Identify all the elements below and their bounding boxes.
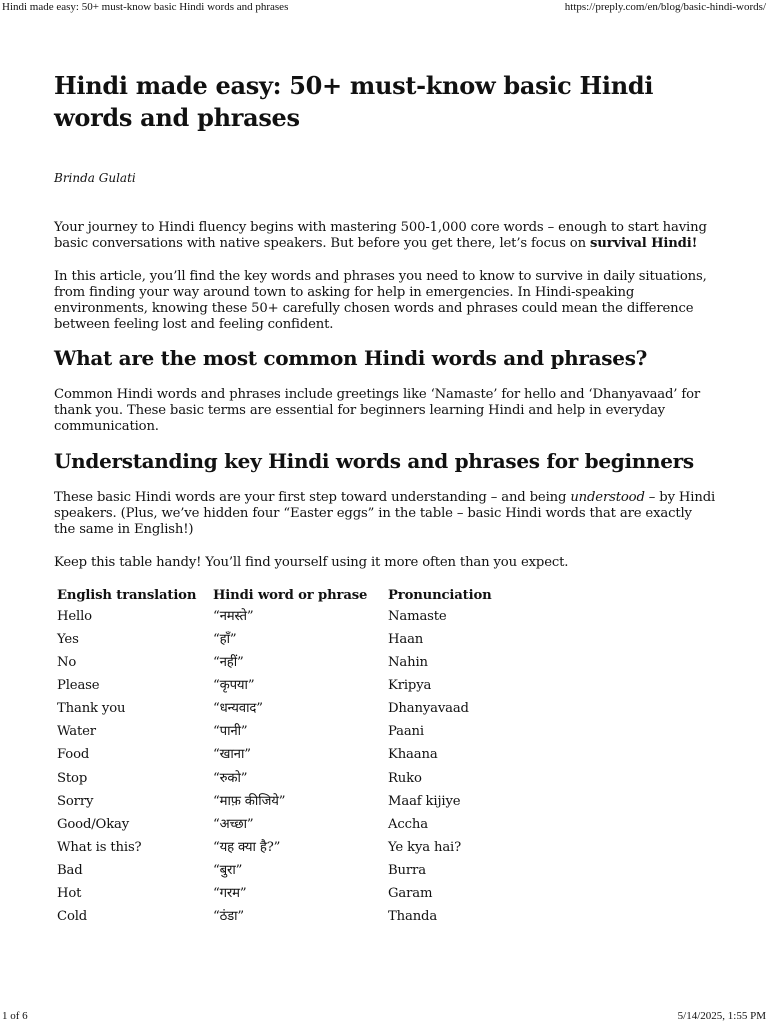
pronunciation-cell: Garam [388, 885, 433, 901]
column-header-english: English translation [57, 587, 197, 603]
english-cell: Thank you [57, 701, 126, 717]
hindi-cell: “नमस्ते” [213, 608, 254, 624]
understood-emphasis: understood [570, 489, 645, 505]
pronunciation-cell: Thanda [388, 909, 438, 925]
table-row [57, 836, 588, 859]
intro-text: Your journey to Hindi fluency begins with mastering 500-1,000 core words – enough to start having basic conversations with native speakers. But before you get there, let’s focus on [54, 220, 707, 252]
english-cell: Bad [57, 862, 83, 878]
table-row [57, 790, 588, 813]
english-cell: What is this? [57, 839, 142, 855]
column-header-pronunciation: Pronunciation [388, 587, 492, 603]
pronunciation-cell: Namaste [388, 608, 447, 624]
print-timestamp: 5/14/2025, 1:55 PM [677, 1010, 766, 1022]
pronunciation-cell: Burra [388, 862, 426, 878]
table-row [57, 697, 588, 720]
table-row [57, 743, 588, 766]
vocabulary-table [57, 587, 588, 928]
english-cell: Yes [57, 631, 79, 647]
table-row [57, 859, 588, 882]
section-common-words-paragraph: Common Hindi words and phrases include greetings like ‘Namaste’ for hello and ‘Dhanyavaad’ for thank you. These basic terms are essential for beginners learning Hindi and help in everyday communication. [54, 386, 701, 435]
hindi-cell: “गरम” [213, 885, 247, 901]
hindi-cell: “ठंडा” [213, 909, 245, 925]
english-cell: No [57, 655, 77, 671]
english-cell: Please [57, 678, 100, 694]
english-cell: Water [57, 724, 96, 740]
intro-paragraph-2: In this article, you’ll find the key words and phrases you need to know to survive in daily situations, from finding your way around town to asking for help in emergencies. In Hindi-speaking environments, knowing these 50+ carefully chosen words and phrases could mean the difference between feeling lost and feeling confident. [54, 268, 707, 333]
hindi-cell: “रुको” [213, 770, 248, 786]
table-header-row [57, 587, 588, 605]
hindi-cell: “हाँ” [213, 631, 237, 647]
author-name[interactable]: Brinda Gulati [54, 171, 136, 185]
table-row [57, 674, 588, 697]
pronunciation-cell: Haan [388, 631, 424, 647]
pronunciation-cell: Ruko [388, 770, 422, 786]
section-key-words-paragraph-1 [54, 490, 716, 539]
article-title: Hindi made easy: 50+ must-know basic Hindi words and phrases [54, 71, 654, 132]
hindi-cell: “पानी” [213, 724, 248, 740]
article [54, 70, 716, 928]
print-header [2, 0, 766, 14]
table-row [57, 813, 588, 836]
pronunciation-cell: Dhanyavaad [388, 701, 469, 717]
table-row [57, 605, 588, 628]
intro-paragraph-1 [54, 220, 716, 253]
table-row [57, 720, 588, 743]
pronunciation-cell: Nahin [388, 655, 428, 671]
survival-hindi-emphasis: survival Hindi! [589, 236, 698, 252]
english-cell: Good/Okay [57, 816, 130, 832]
pronunciation-cell: Maaf kijiye [388, 793, 461, 809]
print-footer [2, 1008, 766, 1024]
page-counter: 1 of 6 [2, 1010, 28, 1022]
hindi-cell: “अच्छा” [213, 816, 254, 832]
table-row [57, 882, 588, 905]
pronunciation-cell: Accha [388, 816, 428, 832]
table-row [57, 905, 588, 928]
pronunciation-cell: Khaana [388, 747, 438, 763]
english-cell: Food [57, 747, 90, 763]
table-row [57, 767, 588, 790]
hindi-cell: “नहीं” [213, 655, 244, 671]
hindi-cell: “यह क्या है?” [213, 839, 281, 855]
hindi-cell: “कृपया” [213, 678, 255, 694]
key-words-text-a: These basic Hindi words are your first step toward understanding – and being [54, 489, 571, 505]
english-cell: Hello [57, 608, 92, 624]
print-page-url[interactable]: https://preply.com/en/blog/basic-hindi-words/ [564, 1, 766, 13]
section-key-words-paragraph-2: Keep this table handy! You’ll find yourself using it more often than you expect. [54, 554, 569, 570]
hindi-cell: “माफ़ कीजिये” [213, 793, 286, 809]
section-heading-key-words: Understanding key Hindi words and phrases for beginners [54, 448, 694, 473]
column-header-hindi: Hindi word or phrase [213, 587, 368, 603]
english-cell: Stop [57, 770, 88, 786]
pronunciation-cell: Paani [388, 724, 424, 740]
table-row [57, 651, 588, 674]
english-cell: Sorry [57, 793, 94, 809]
pronunciation-cell: Kripya [388, 678, 432, 694]
table-row [57, 628, 588, 651]
key-words-text-b: – by Hindi speakers. (Plus, we’ve hidden four “Easter eggs” in the table – basic Hindi words that are exactly the same in English!) [54, 489, 716, 538]
hindi-cell: “खाना” [213, 747, 251, 763]
hindi-cell: “बुरा” [213, 862, 243, 878]
pronunciation-cell: Ye kya hai? [388, 839, 462, 855]
english-cell: Hot [57, 885, 82, 901]
section-heading-common-words: What are the most common Hindi words and phrases? [54, 345, 648, 370]
hindi-cell: “धन्यवाद” [213, 701, 263, 717]
print-page-title: Hindi made easy: 50+ must-know basic Hindi words and phrases [2, 1, 289, 13]
english-cell: Cold [57, 909, 88, 925]
